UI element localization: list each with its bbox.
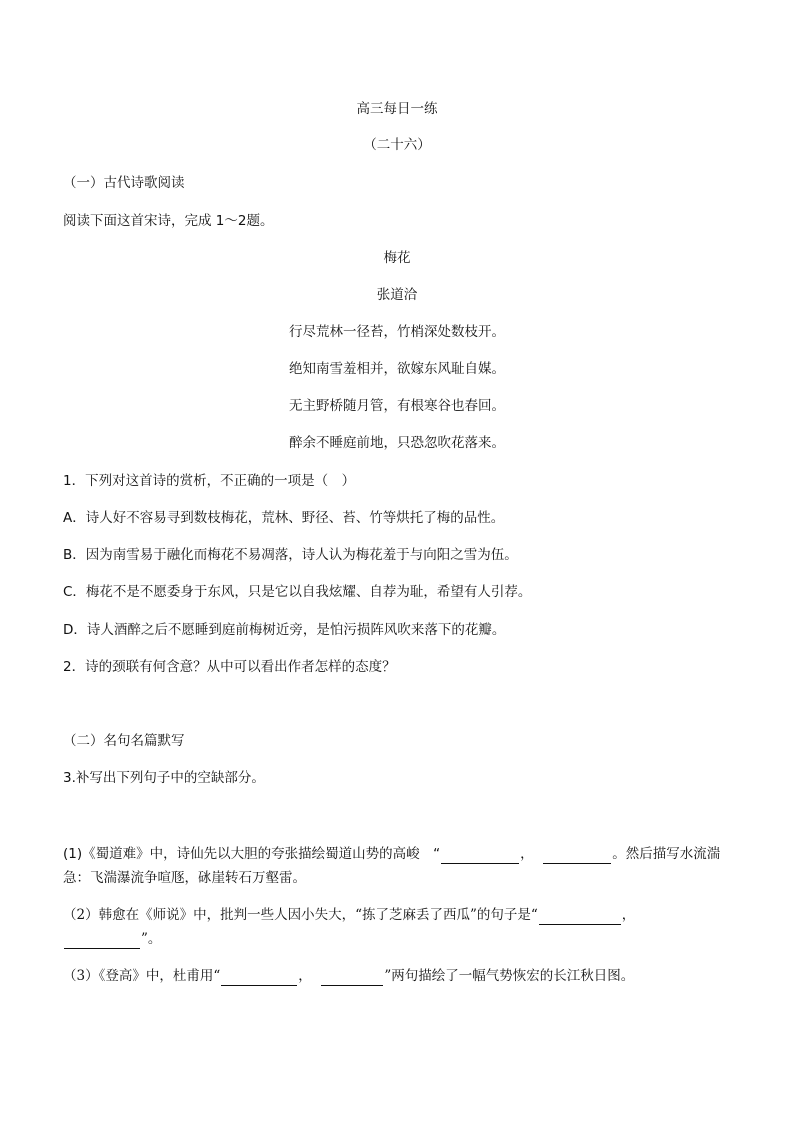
page-title: 高三每日一练 <box>356 101 438 117</box>
poem-line: 醉余不睡庭前地，只恐忽吹花落来。 <box>289 435 505 451</box>
answer-blank[interactable] <box>539 909 621 925</box>
section1-instruction: 阅读下面这首宋诗，完成 1～2题。 <box>63 213 274 229</box>
answer-blank[interactable] <box>64 933 140 949</box>
poem-author: 张道洽 <box>376 287 418 303</box>
poem-line: 行尽荒林一径苔，竹梢深处数枝开。 <box>289 324 505 340</box>
answer-blank[interactable] <box>543 848 611 864</box>
recitation-item-3 <box>63 966 634 986</box>
poem-title: 梅花 <box>383 250 411 266</box>
poem-line: 绝知南雪羞相并，欲嫁东风耻自媒。 <box>289 361 505 377</box>
item-3-text-b: ”两句描绘了一幅气势恢宏的长江秋日图。 <box>384 968 635 984</box>
option-d: D．诗人酒醉之后不愿睡到庭前梅树近旁，是怕污损阵风吹来落下的花瓣。 <box>63 622 506 638</box>
item-1-separator: ， <box>520 846 534 862</box>
section2-heading: （二）名句名篇默写 <box>63 733 185 749</box>
option-a: A．诗人好不容易寻到数枝梅花，荒林、野径、苔、竹等烘托了梅的品性。 <box>63 510 505 526</box>
item-2-text-a: （2）韩愈在《师说》中，批判一些人因小失大，“拣了芝麻丢了西瓜”的句子是“ <box>63 907 538 923</box>
item-3-text-a: （3）《登高》中，杜甫用“ <box>63 968 221 984</box>
item-3-separator: ， <box>298 968 312 984</box>
option-c: C．梅花不是不愿委身于东风，只是它以自我炫耀、自荐为耻，希望有人引荐。 <box>63 584 532 600</box>
item-2-text-end: ”。 <box>141 931 162 947</box>
item-1-text-b: 。然后描写水流湍 <box>612 846 721 862</box>
answer-blank[interactable] <box>221 970 297 986</box>
recitation-item-1 <box>63 844 720 864</box>
question-1-stem: 1．下列对这首诗的赏析，不正确的一项是（ ） <box>63 473 356 489</box>
answer-blank[interactable] <box>321 970 383 986</box>
recitation-item-1-continued: 急：飞湍瀑流争喧豗，砯崖转石万壑雷。 <box>63 870 306 886</box>
recitation-item-2-continued <box>63 929 161 949</box>
question-3-stem: 3.补写出下列句子中的空缺部分。 <box>63 770 265 786</box>
answer-blank[interactable] <box>441 848 519 864</box>
item-2-separator: ， <box>621 907 636 923</box>
section1-heading: （一）古代诗歌阅读 <box>63 175 185 191</box>
poem-line: 无主野桥随月管，有根寒谷也春回。 <box>289 398 505 414</box>
question-2-stem: 2．诗的颈联有何含意？从中可以看出作者怎样的态度？ <box>63 659 396 675</box>
item-1-text-a: (1)《蜀道难》中，诗仙先以大胆的夸张描绘蜀道山势的高峻 “ <box>63 846 441 862</box>
recitation-item-2 <box>63 905 635 925</box>
issue-number: （二十六） <box>363 137 431 153</box>
option-b: B．因为南雪易于融化而梅花不易凋落，诗人认为梅花羞于与向阳之雪为伍。 <box>63 547 518 563</box>
